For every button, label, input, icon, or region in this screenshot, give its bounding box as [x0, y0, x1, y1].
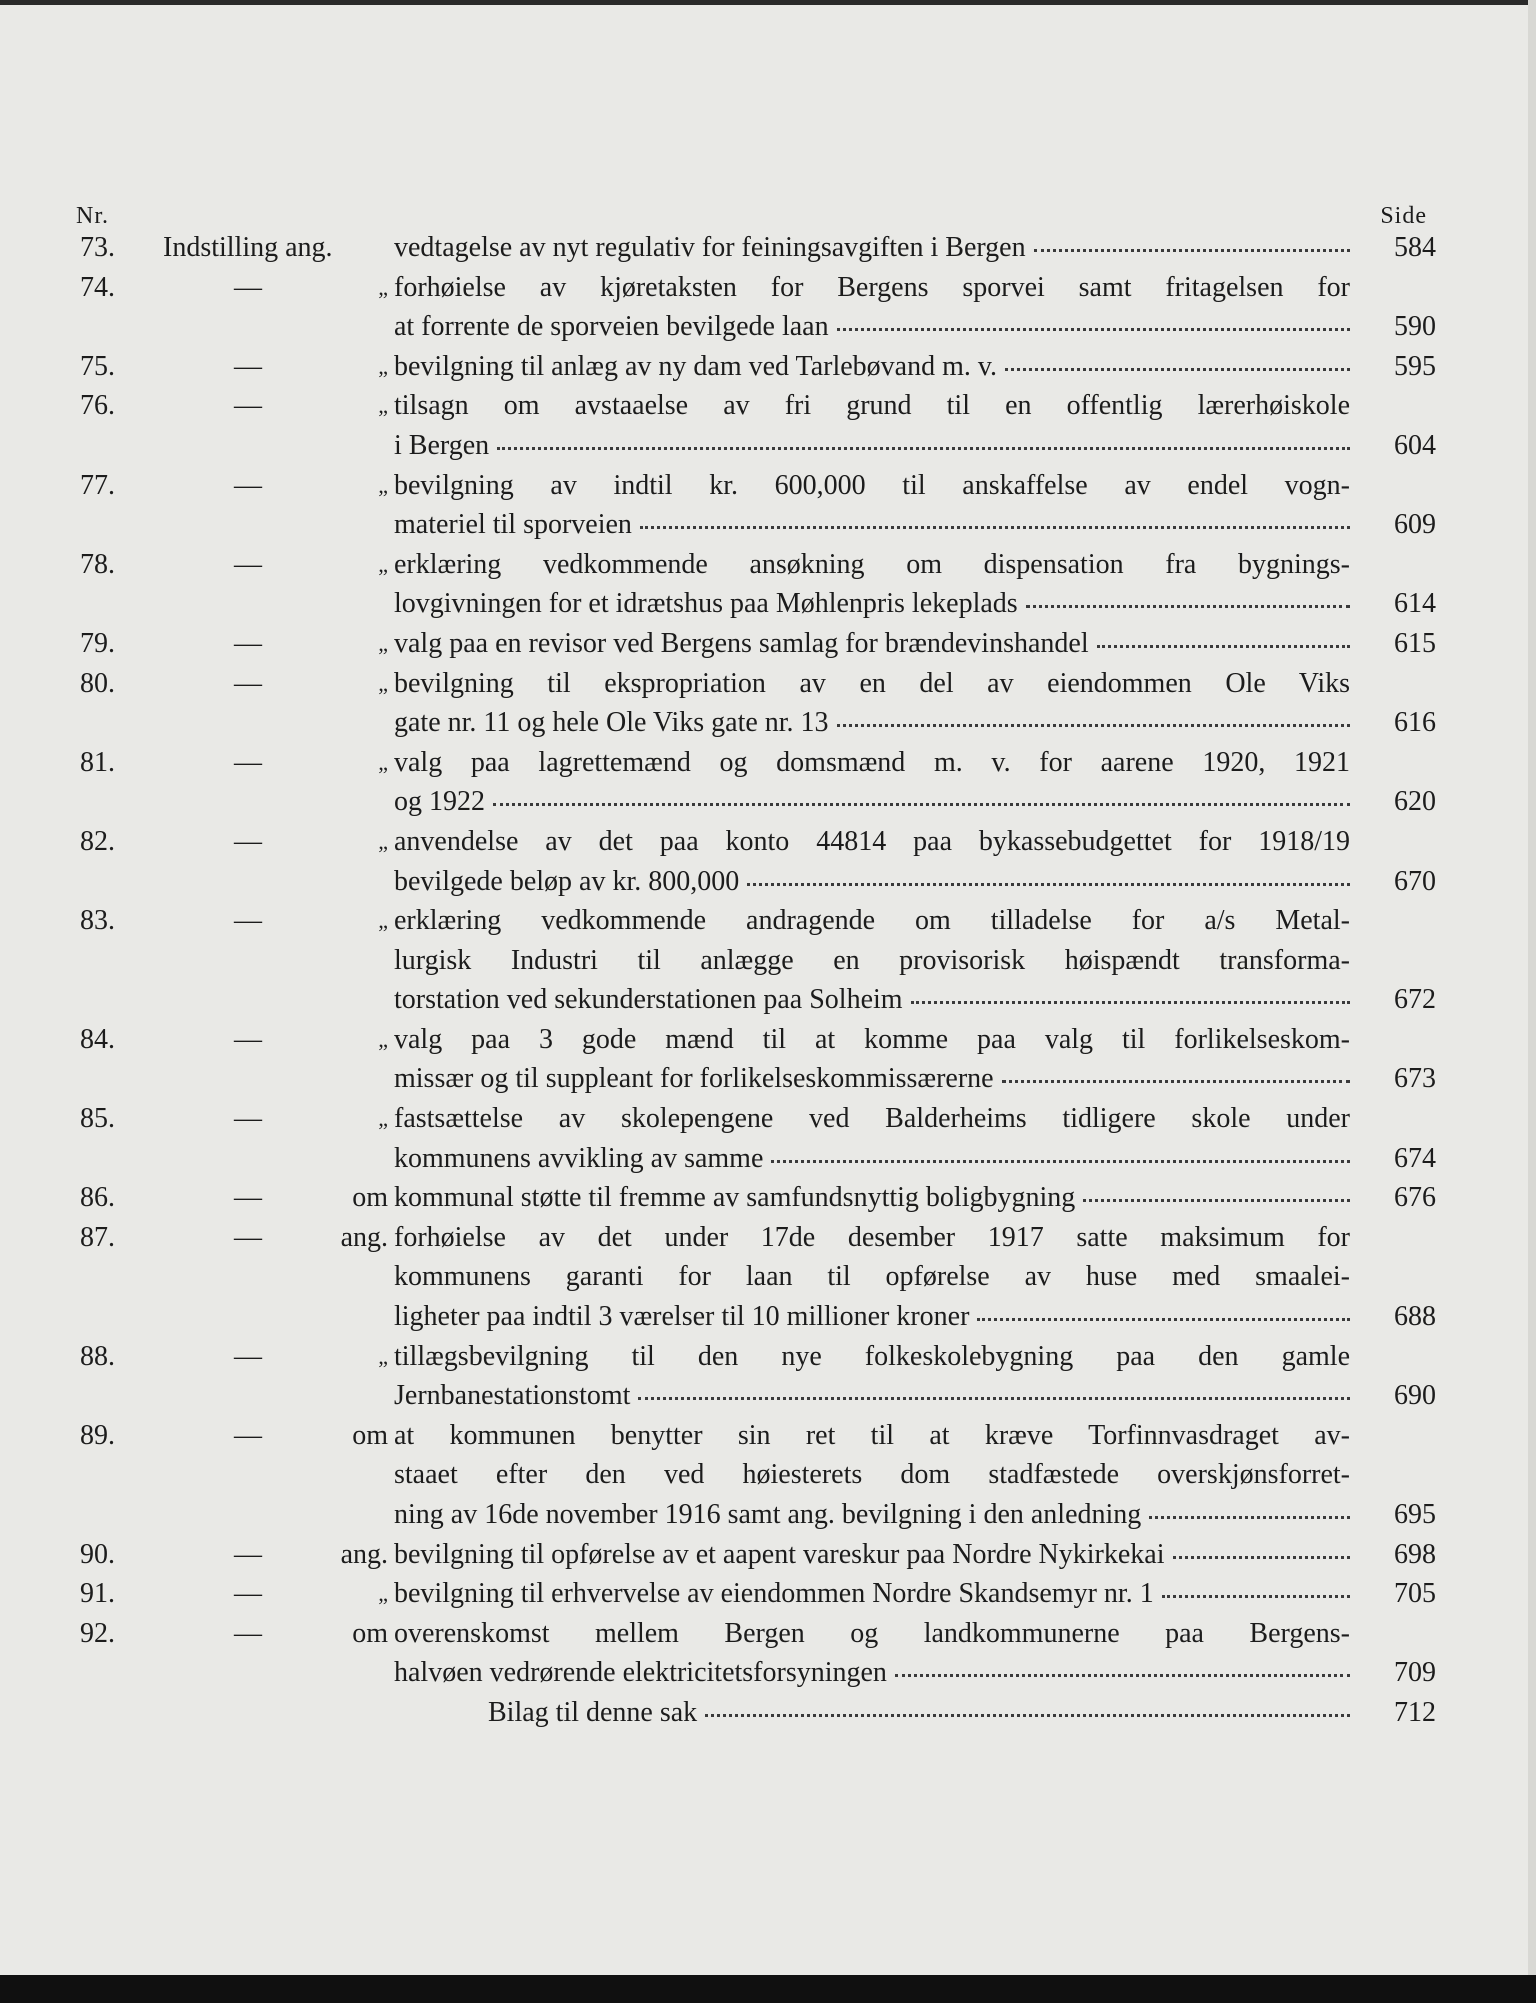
dot-leader	[977, 1318, 1350, 1321]
dot-leader	[771, 1160, 1350, 1163]
bilag-line	[0, 1693, 1536, 1733]
toc-entry-line	[0, 624, 1536, 664]
dot-leader	[1162, 1595, 1350, 1598]
toc-entry-line	[0, 941, 1536, 981]
entry-text	[394, 426, 1350, 466]
entry-text-line: overenskomst mellem Bergen og landkommunerne paa Bergens-	[394, 1617, 1350, 1649]
entry-number: 80.	[80, 667, 115, 699]
entry-number: 89.	[80, 1419, 115, 1451]
entry-text-line: lovgivningen for et idrætshus paa Møhlenpris lekeplads	[394, 588, 1018, 620]
toc-entry-line	[0, 1218, 1536, 1258]
ditto-dash: —	[234, 1221, 262, 1253]
page-number: 705	[1394, 1578, 1436, 1610]
bilag-label: Bilag til denne sak	[488, 1696, 698, 1728]
toc-entry-line	[0, 584, 1536, 624]
entry-preposition: „	[378, 393, 388, 419]
toc-entry-line	[0, 862, 1536, 902]
toc-entry-line	[0, 347, 1536, 387]
page-number: 616	[1394, 707, 1436, 739]
entry-number: 76.	[80, 390, 115, 422]
entry-text-line: bevilgede beløp av kr. 800,000	[394, 865, 740, 897]
toc-entry-line	[0, 1614, 1536, 1654]
entry-number: 77.	[80, 469, 115, 501]
entry-preposition: „	[378, 1343, 388, 1369]
entry-text	[394, 505, 1350, 545]
entry-text	[394, 703, 1350, 743]
entry-text-line: ning av 16de november 1916 samt ang. bevilgning i den anledning	[394, 1499, 1142, 1530]
toc-entry-line	[0, 426, 1536, 466]
page-number: 676	[1394, 1182, 1436, 1214]
entry-text	[394, 584, 1350, 624]
toc-entry-line	[0, 822, 1536, 862]
dot-leader	[1083, 1199, 1350, 1202]
entry-text-line: halvøen vedrørende elektricitetsforsyningen	[394, 1657, 887, 1689]
ditto-dash: —	[234, 1023, 262, 1055]
entry-text	[394, 862, 1350, 902]
entry-text-line: bevilgning til opførelse av et aapent vareskur paa Nordre Nykirkekai	[394, 1538, 1165, 1570]
entry-lead-text: Indstilling ang.	[163, 232, 333, 263]
entry-number: 79.	[80, 627, 115, 659]
entry-number: 84.	[80, 1023, 115, 1055]
dot-leader	[1005, 368, 1350, 371]
entry-text-line: materiel til sporveien	[394, 509, 632, 541]
entry-text	[394, 1178, 1350, 1218]
entry-text-line: lurgisk Industri til anlægge en provisorisk høispændt transforma-	[394, 944, 1350, 976]
entry-number: 85.	[80, 1103, 115, 1135]
dot-leader	[497, 447, 1350, 450]
entry-text-line: bevilgning av indtil kr. 600,000 til anskaffelse av endel vogn-	[394, 469, 1350, 501]
page-number: 620	[1394, 786, 1436, 818]
toc-entry-line	[0, 268, 1536, 308]
entry-text-line: missær og til suppleant for forlikelseskommissærerne	[394, 1063, 994, 1095]
entry-text-line: bevilgning til erhvervelse av eiendommen Nordre Skandsemyr nr. 1	[394, 1578, 1154, 1610]
entry-text-line: valg paa en revisor ved Bergens samlag for brændevinshandel	[394, 627, 1089, 659]
entry-text-line: vedtagelse av nyt regulativ for feiningsavgiften i Bergen	[394, 232, 1026, 263]
entry-text-line: bevilgning til ekspropriation av en del av eiendommen Ole Viks	[394, 667, 1350, 699]
ditto-dash: —	[234, 1578, 262, 1610]
toc-entry-line	[0, 664, 1536, 704]
entry-preposition: „	[378, 630, 388, 656]
dot-leader	[705, 1714, 1350, 1717]
entry-text	[394, 1059, 1350, 1099]
entry-text-line: tilsagn om avstaaelse av fri grund til en offentlig lærerhøiskole	[394, 390, 1350, 422]
entry-text	[394, 1535, 1350, 1575]
dot-leader	[911, 1001, 1350, 1004]
toc-entry-line	[0, 782, 1536, 822]
entry-text-line: fastsættelse av skolepengene ved Balderheims tidligere skole under	[394, 1103, 1350, 1135]
ditto-dash: —	[234, 825, 262, 857]
toc-entry-line	[0, 980, 1536, 1020]
page-number: 615	[1394, 627, 1436, 659]
ditto-dash: —	[234, 1340, 262, 1372]
ditto-dash: —	[234, 667, 262, 699]
entry-preposition: „	[378, 1581, 388, 1607]
entry-preposition: „	[378, 274, 388, 300]
toc-entry-line	[0, 228, 1536, 268]
entry-text-line: tillægsbevilgning til den nye folkeskolebygning paa den gamle	[394, 1340, 1350, 1372]
page-number: 584	[1394, 232, 1436, 263]
entry-text	[394, 228, 1350, 268]
page-number: 673	[1394, 1063, 1436, 1095]
dot-leader	[837, 724, 1350, 727]
toc-entry-line	[0, 1257, 1536, 1297]
page-number: 595	[1394, 350, 1436, 382]
entry-preposition: ang.	[340, 1538, 388, 1570]
entry-text-line: Jernbanestationstomt	[394, 1380, 631, 1412]
entry-preposition: „	[378, 670, 388, 696]
entry-preposition: „	[378, 749, 388, 775]
entry-text-line: at forrente de sporveien bevilgede laan	[394, 311, 829, 343]
dot-leader	[1002, 1080, 1350, 1083]
bilag-text	[488, 1693, 1350, 1733]
entry-preposition: om	[352, 1419, 388, 1451]
entry-text-line: kommunens garanti for laan til opførelse av huse med smaalei-	[394, 1261, 1350, 1293]
toc-entry-line	[0, 386, 1536, 426]
entry-text-line: anvendelse av det paa konto 44814 paa bykassebudgettet for 1918/19	[394, 825, 1350, 857]
entry-preposition: „	[378, 353, 388, 379]
ditto-dash: —	[234, 1538, 262, 1570]
entry-text	[394, 782, 1350, 822]
entry-preposition: „	[378, 551, 388, 577]
entry-number: 82.	[80, 825, 115, 857]
entry-preposition: „	[378, 1106, 388, 1132]
entry-text-line: kommunens avvikling av samme	[394, 1142, 764, 1174]
entry-number: 88.	[80, 1340, 115, 1372]
entry-text-line: og 1922	[394, 786, 485, 818]
entry-number: 86.	[80, 1182, 115, 1214]
toc-entry-line	[0, 1416, 1536, 1456]
toc-entry-line	[0, 1337, 1536, 1377]
entry-preposition: ang.	[340, 1221, 388, 1253]
entry-text-line: ligheter paa indtil 3 værelser til 10 millioner kroner	[394, 1301, 970, 1333]
page-number: 670	[1394, 865, 1436, 897]
entry-text-line: i Bergen	[394, 429, 490, 461]
entry-text-line: kommunal støtte til fremme av samfundsnyttig boligbygning	[394, 1182, 1076, 1214]
page-number: 604	[1394, 429, 1436, 461]
ditto-dash: —	[234, 469, 262, 501]
entry-number: 87.	[80, 1221, 115, 1253]
ditto-dash: —	[234, 1419, 262, 1451]
dot-leader	[640, 526, 1350, 529]
entry-number: 91.	[80, 1578, 115, 1610]
entry-text	[394, 307, 1350, 347]
dot-leader	[493, 803, 1350, 806]
page-number: 712	[1394, 1696, 1436, 1728]
toc-entry-line	[0, 466, 1536, 506]
toc-entry-line	[0, 1297, 1536, 1337]
page-number: 609	[1394, 509, 1436, 541]
entry-text-line: torstation ved sekunderstationen paa Solheim	[394, 984, 903, 1016]
page-number: 688	[1394, 1301, 1436, 1333]
ditto-dash: —	[234, 271, 262, 303]
toc-entry-line	[0, 307, 1536, 347]
entry-number: 83.	[80, 905, 115, 937]
dot-leader	[1026, 605, 1350, 608]
entry-text-line: erklæring vedkommende ansøkning om dispensation fra bygnings-	[394, 548, 1350, 580]
toc-entry-line	[0, 1139, 1536, 1179]
page-number: 614	[1394, 588, 1436, 620]
entry-number: 73.	[80, 232, 115, 263]
ditto-dash: —	[234, 746, 262, 778]
ditto-dash: —	[234, 350, 262, 382]
ditto-dash: —	[234, 1617, 262, 1649]
dot-leader	[1097, 645, 1350, 648]
table-of-contents	[0, 228, 1536, 1733]
entry-text-line: forhøielse av kjøretaksten for Bergens sporvei samt fritagelsen for	[394, 271, 1350, 303]
entry-text	[394, 980, 1350, 1020]
entry-text	[394, 1653, 1350, 1693]
entry-text	[394, 1139, 1350, 1179]
entry-text-line: valg paa 3 gode mænd til at komme paa valg til forlikelseskom-	[394, 1023, 1350, 1055]
toc-entry-line	[0, 1099, 1536, 1139]
ditto-dash: —	[234, 1182, 262, 1214]
entry-text	[394, 624, 1350, 664]
dot-leader	[1034, 249, 1350, 252]
entry-text	[394, 1495, 1350, 1535]
page-number: 698	[1394, 1538, 1436, 1570]
page-number: 690	[1394, 1380, 1436, 1412]
page-number: 590	[1394, 311, 1436, 343]
entry-number: 74.	[80, 271, 115, 303]
ditto-dash: —	[234, 390, 262, 422]
toc-entry-line	[0, 545, 1536, 585]
entry-text-line: staaet efter den ved høiesterets dom stadfæstede overskjønsforret-	[394, 1459, 1350, 1491]
entry-text-line: bevilgning til anlæg av ny dam ved Tarlebøvand m. v.	[394, 350, 998, 382]
entry-text-line: forhøielse av det under 17de desember 1917 satte maksimum for	[394, 1221, 1350, 1253]
toc-entry-line	[0, 1574, 1536, 1614]
page-number: 674	[1394, 1142, 1436, 1174]
side-column-header: Side	[1380, 203, 1427, 229]
entry-preposition: „	[378, 1026, 388, 1052]
entry-text-line: gate nr. 11 og hele Ole Viks gate nr. 13	[394, 707, 829, 739]
scan-top-edge	[0, 0, 1536, 5]
dot-leader	[837, 328, 1350, 331]
toc-entry-line	[0, 1455, 1536, 1495]
entry-text-line: at kommunen benytter sin ret til at kræve Torfinnvasdraget av-	[394, 1419, 1350, 1451]
entry-text	[394, 1297, 1350, 1337]
entry-text	[394, 1376, 1350, 1416]
nr-column-header: Nr.	[76, 203, 109, 229]
toc-entry-line	[0, 1020, 1536, 1060]
ditto-dash: —	[234, 1103, 262, 1135]
entry-number: 90.	[80, 1538, 115, 1570]
entry-text	[394, 1574, 1350, 1614]
entry-number: 75.	[80, 350, 115, 382]
toc-entry-line	[0, 1376, 1536, 1416]
entry-preposition: om	[352, 1617, 388, 1649]
dot-leader	[895, 1674, 1350, 1677]
entry-text-line: valg paa lagrettemænd og domsmænd m. v. for aarene 1920, 1921	[394, 746, 1350, 778]
entry-preposition: „	[378, 828, 388, 854]
toc-entry-line	[0, 1495, 1536, 1535]
entry-preposition: om	[352, 1182, 388, 1214]
toc-entry-line	[0, 743, 1536, 783]
entry-number: 92.	[80, 1617, 115, 1649]
page-number: 709	[1394, 1657, 1436, 1689]
entry-text	[394, 347, 1350, 387]
dot-leader	[638, 1397, 1350, 1400]
entry-number: 81.	[80, 746, 115, 778]
toc-entry-line	[0, 1059, 1536, 1099]
ditto-dash: —	[234, 905, 262, 937]
toc-entry-line	[0, 901, 1536, 941]
ditto-dash: —	[234, 627, 262, 659]
entry-preposition: „	[378, 908, 388, 934]
dot-leader	[1149, 1516, 1350, 1519]
toc-entry-line	[0, 1178, 1536, 1218]
dot-leader	[1173, 1556, 1351, 1559]
toc-entry-line	[0, 1535, 1536, 1575]
entry-text-line: erklæring vedkommende andragende om tilladelse for a/s Metal-	[394, 905, 1350, 937]
toc-entry-line	[0, 703, 1536, 743]
toc-entry-line	[0, 1653, 1536, 1693]
dot-leader	[747, 883, 1350, 886]
page-number: 695	[1394, 1499, 1436, 1530]
entry-number: 78.	[80, 548, 115, 580]
ditto-dash: —	[234, 548, 262, 580]
entry-preposition: „	[378, 472, 388, 498]
scan-bottom-edge	[0, 1975, 1536, 2003]
toc-entry-line	[0, 505, 1536, 545]
page-number: 672	[1394, 984, 1436, 1016]
